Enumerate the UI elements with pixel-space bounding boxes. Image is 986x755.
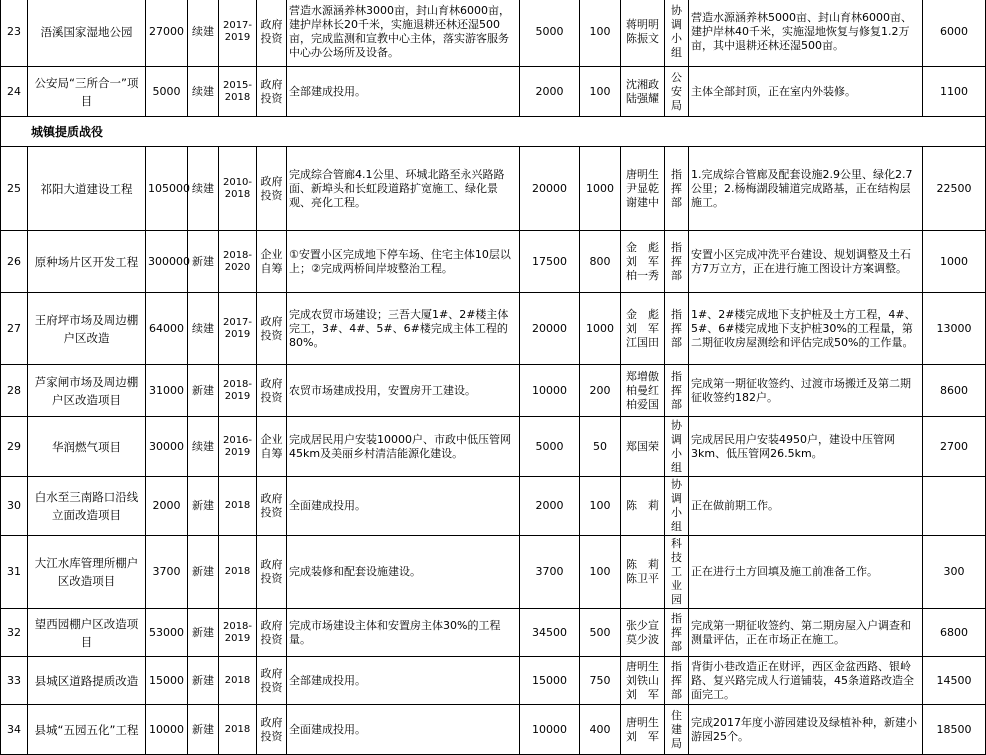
- responsible-unit: 指挥部: [665, 657, 689, 705]
- construction-period: 2015-2018: [219, 67, 257, 117]
- responsible-unit: 指挥部: [665, 609, 689, 657]
- annual-content: 完成装修和配套设施建设。: [287, 536, 520, 609]
- completed-investment: 100: [580, 536, 621, 609]
- total-investment: 27000: [146, 0, 188, 67]
- completed-amount: 8600: [923, 365, 986, 417]
- project-type: 续建: [188, 0, 219, 67]
- annual-content: 完成市场建设主体和安置房主体30%的工程量。: [287, 609, 520, 657]
- section-title: 城镇提质战役: [1, 117, 986, 147]
- completed-investment: 1000: [580, 293, 621, 365]
- completed-investment: 100: [580, 67, 621, 117]
- progress: 正在做前期工作。: [689, 477, 923, 536]
- responsible-unit: 指挥部: [665, 365, 689, 417]
- table-row: [1, 609, 986, 657]
- project-name: 芦家闸市场及周边棚户区改造项目: [28, 365, 146, 417]
- planned-investment: 15000: [520, 657, 580, 705]
- progress: 1#、2#楼完成地下支护桩及土方工程，4#、5#、6#楼完成地下支护桩30%的工程量，第二期征收房屋测绘和评估完成50%的工作量。: [689, 293, 923, 365]
- planned-investment: 10000: [520, 705, 580, 755]
- project-name: 公安局“三所合一”项目: [28, 67, 146, 117]
- total-investment: 31000: [146, 365, 188, 417]
- progress: 主体全部封顶，正在室内外装修。: [689, 67, 923, 117]
- construction-period: 2010-2018: [219, 147, 257, 231]
- completed-amount: 1100: [923, 67, 986, 117]
- responsible-leader: 金 彪 刘 军 柏一秀: [621, 231, 665, 293]
- total-investment: 10000: [146, 705, 188, 755]
- completed-amount: 13000: [923, 293, 986, 365]
- project-type: 续建: [188, 293, 219, 365]
- funding-source: 政府投资: [257, 293, 287, 365]
- annual-content: 营造水源涵养林3000亩，封山育林6000亩，建护岸林长20千米，实施退耕还林还湿500亩，完成监测和宣教中心主体，落实游客服务中心办公场所及设备。: [287, 0, 520, 67]
- planned-investment: 2000: [520, 67, 580, 117]
- completed-amount: [923, 477, 986, 536]
- progress: 完成第一期征收签约、第二期房屋入户调查和测量评估，正在市场正在施工。: [689, 609, 923, 657]
- responsible-leader: 陈 莉 陈卫平: [621, 536, 665, 609]
- completed-investment: 400: [580, 705, 621, 755]
- planned-investment: 3700: [520, 536, 580, 609]
- annual-content: 全部建成投用。: [287, 657, 520, 705]
- project-name: 县城“五园五化”工程: [28, 705, 146, 755]
- row-number: 29: [1, 417, 28, 477]
- responsible-leader: 沈湘政 陆强耀: [621, 67, 665, 117]
- table-row: [1, 365, 986, 417]
- completed-investment: 50: [580, 417, 621, 477]
- project-type: 续建: [188, 417, 219, 477]
- construction-period: 2017-2019: [219, 0, 257, 67]
- responsible-leader: 郑国荣: [621, 417, 665, 477]
- completed-investment: 100: [580, 0, 621, 67]
- completed-amount: 14500: [923, 657, 986, 705]
- total-investment: 53000: [146, 609, 188, 657]
- funding-source: 政府投资: [257, 365, 287, 417]
- construction-period: 2018: [219, 705, 257, 755]
- responsible-unit: 指挥部: [665, 147, 689, 231]
- construction-period: 2018-2019: [219, 609, 257, 657]
- row-number: 25: [1, 147, 28, 231]
- funding-source: 企业自筹: [257, 231, 287, 293]
- construction-period: 2018: [219, 536, 257, 609]
- planned-investment: 20000: [520, 147, 580, 231]
- project-name: 祁阳大道建设工程: [28, 147, 146, 231]
- completed-amount: 2700: [923, 417, 986, 477]
- annual-content: 全部建成投用。: [287, 67, 520, 117]
- planned-investment: 34500: [520, 609, 580, 657]
- progress: 背街小巷改造正在财评，西区金盆西路、银岭路、复兴路完成人行道铺装，45条道路改造全面完工。: [689, 657, 923, 705]
- planned-investment: 2000: [520, 477, 580, 536]
- table-row: [1, 657, 986, 705]
- row-number: 32: [1, 609, 28, 657]
- row-number: 30: [1, 477, 28, 536]
- completed-amount: 18500: [923, 705, 986, 755]
- project-type: 续建: [188, 67, 219, 117]
- planned-investment: 10000: [520, 365, 580, 417]
- row-number: 26: [1, 231, 28, 293]
- completed-investment: 100: [580, 477, 621, 536]
- annual-content: 全面建成投用。: [287, 477, 520, 536]
- total-investment: 64000: [146, 293, 188, 365]
- planned-investment: 17500: [520, 231, 580, 293]
- funding-source: 政府投资: [257, 67, 287, 117]
- row-number: 23: [1, 0, 28, 67]
- planned-investment: 5000: [520, 417, 580, 477]
- funding-source: 政府投资: [257, 609, 287, 657]
- total-investment: 2000: [146, 477, 188, 536]
- planned-investment: 20000: [520, 293, 580, 365]
- progress: 1.完成综合管廊及配套设施2.9公里、绿化2.7公里；2.杨梅湖段辅道完成路基，正在结构层施工。: [689, 147, 923, 231]
- annual-content: 完成农贸市场建设；三吾大厦1#、2#楼主体完工，3#、4#、5#、6#楼完成主体工程的80%。: [287, 293, 520, 365]
- responsible-leader: 蒋明明 陈振文: [621, 0, 665, 67]
- total-investment: 30000: [146, 417, 188, 477]
- completed-amount: 1000: [923, 231, 986, 293]
- project-name: 大江水库管理所棚户区改造项目: [28, 536, 146, 609]
- row-number: 27: [1, 293, 28, 365]
- project-name: 华润燃气项目: [28, 417, 146, 477]
- table-row: [1, 417, 986, 477]
- funding-source: 政府投资: [257, 705, 287, 755]
- completed-investment: 500: [580, 609, 621, 657]
- section-row: [1, 117, 986, 147]
- progress: 营造水源涵养林5000亩、封山育林6000亩、建护岸林40千米，实施湿地恢复与修复1.2万亩，其中退耕还林还湿500亩。: [689, 0, 923, 67]
- responsible-leader: 唐明生 刘 军: [621, 705, 665, 755]
- project-type: 续建: [188, 147, 219, 231]
- table-row: [1, 147, 986, 231]
- completed-amount: 6000: [923, 0, 986, 67]
- annual-content: 农贸市场建成投用，安置房开工建设。: [287, 365, 520, 417]
- project-type: 新建: [188, 536, 219, 609]
- project-name: 县城区道路提质改造: [28, 657, 146, 705]
- total-investment: 105000: [146, 147, 188, 231]
- responsible-unit: 科技工业园: [665, 536, 689, 609]
- project-name: 原种场片区开发工程: [28, 231, 146, 293]
- funding-source: 政府投资: [257, 477, 287, 536]
- funding-source: 政府投资: [257, 657, 287, 705]
- construction-period: 2016-2019: [219, 417, 257, 477]
- responsible-leader: 陈 莉: [621, 477, 665, 536]
- total-investment: 300000: [146, 231, 188, 293]
- construction-period: 2018: [219, 477, 257, 536]
- table-row: [1, 0, 986, 67]
- responsible-unit: 指挥部: [665, 293, 689, 365]
- responsible-leader: 唐明生 刘铁山 刘 军: [621, 657, 665, 705]
- project-name: 王府坪市场及周边棚户区改造: [28, 293, 146, 365]
- row-number: 31: [1, 536, 28, 609]
- project-type: 新建: [188, 231, 219, 293]
- project-type: 新建: [188, 477, 219, 536]
- responsible-unit: 公安局: [665, 67, 689, 117]
- construction-period: 2018-2020: [219, 231, 257, 293]
- annual-content: 全面建成投用。: [287, 705, 520, 755]
- progress: 完成2017年度小游园建设及绿植补种，新建小游园25个。: [689, 705, 923, 755]
- completed-amount: 22500: [923, 147, 986, 231]
- annual-content: 完成综合管廊4.1公里、环城北路至永兴路路面、新埠头和长虹段道路扩宽施工、绿化景观、亮化工程。: [287, 147, 520, 231]
- total-investment: 3700: [146, 536, 188, 609]
- row-number: 28: [1, 365, 28, 417]
- planned-investment: 5000: [520, 0, 580, 67]
- construction-period: 2017-2019: [219, 293, 257, 365]
- completed-investment: 1000: [580, 147, 621, 231]
- funding-source: 政府投资: [257, 536, 287, 609]
- construction-period: 2018: [219, 657, 257, 705]
- annual-content: 完成居民用户安装10000户、市政中低压管网45km及美丽乡村清洁能源化建设。: [287, 417, 520, 477]
- completed-investment: 200: [580, 365, 621, 417]
- project-type: 新建: [188, 609, 219, 657]
- project-type: 新建: [188, 705, 219, 755]
- funding-source: 企业自筹: [257, 417, 287, 477]
- responsible-leader: 唐明生 尹显乾 谢建中: [621, 147, 665, 231]
- project-name: 浯溪国家湿地公园: [28, 0, 146, 67]
- table-row: [1, 477, 986, 536]
- responsible-unit: 协调小组: [665, 477, 689, 536]
- row-number: 34: [1, 705, 28, 755]
- row-number: 33: [1, 657, 28, 705]
- table-row: [1, 705, 986, 755]
- annual-content: ①安置小区完成地下停车场、住宅主体10层以上；②完成两桥间岸坡整治工程。: [287, 231, 520, 293]
- construction-period: 2018-2019: [219, 365, 257, 417]
- responsible-leader: 张少宣 莫少波: [621, 609, 665, 657]
- table-row: [1, 231, 986, 293]
- completed-investment: 750: [580, 657, 621, 705]
- responsible-unit: 住建局: [665, 705, 689, 755]
- progress: 安置小区完成冲洗平台建设、规划调整及土石方7万立方，正在进行施工图设计方案调整。: [689, 231, 923, 293]
- table-row: [1, 293, 986, 365]
- progress: 完成第一期征收签约、过渡市场搬迁及第二期征收签约182户。: [689, 365, 923, 417]
- project-name: 望西园棚户区改造项目: [28, 609, 146, 657]
- project-type: 新建: [188, 365, 219, 417]
- project-name: 白水至三南路口沿线立面改造项目: [28, 477, 146, 536]
- table-row: [1, 536, 986, 609]
- progress: 正在进行土方回填及施工前准备工作。: [689, 536, 923, 609]
- responsible-unit: 协调小组: [665, 0, 689, 67]
- completed-amount: 6800: [923, 609, 986, 657]
- completed-amount: 300: [923, 536, 986, 609]
- responsible-unit: 指挥部: [665, 231, 689, 293]
- row-number: 24: [1, 67, 28, 117]
- total-investment: 15000: [146, 657, 188, 705]
- progress: 完成居民用户安装4950户，建设中压管网3km、低压管网26.5km。: [689, 417, 923, 477]
- completed-investment: 800: [580, 231, 621, 293]
- responsible-leader: 郑增傲 柏曼红 柏爱国: [621, 365, 665, 417]
- funding-source: 政府投资: [257, 147, 287, 231]
- funding-source: 政府投资: [257, 0, 287, 67]
- responsible-leader: 金 彪 刘 军 江国田: [621, 293, 665, 365]
- responsible-unit: 协调小组: [665, 417, 689, 477]
- total-investment: 5000: [146, 67, 188, 117]
- table-row: [1, 67, 986, 117]
- project-type: 新建: [188, 657, 219, 705]
